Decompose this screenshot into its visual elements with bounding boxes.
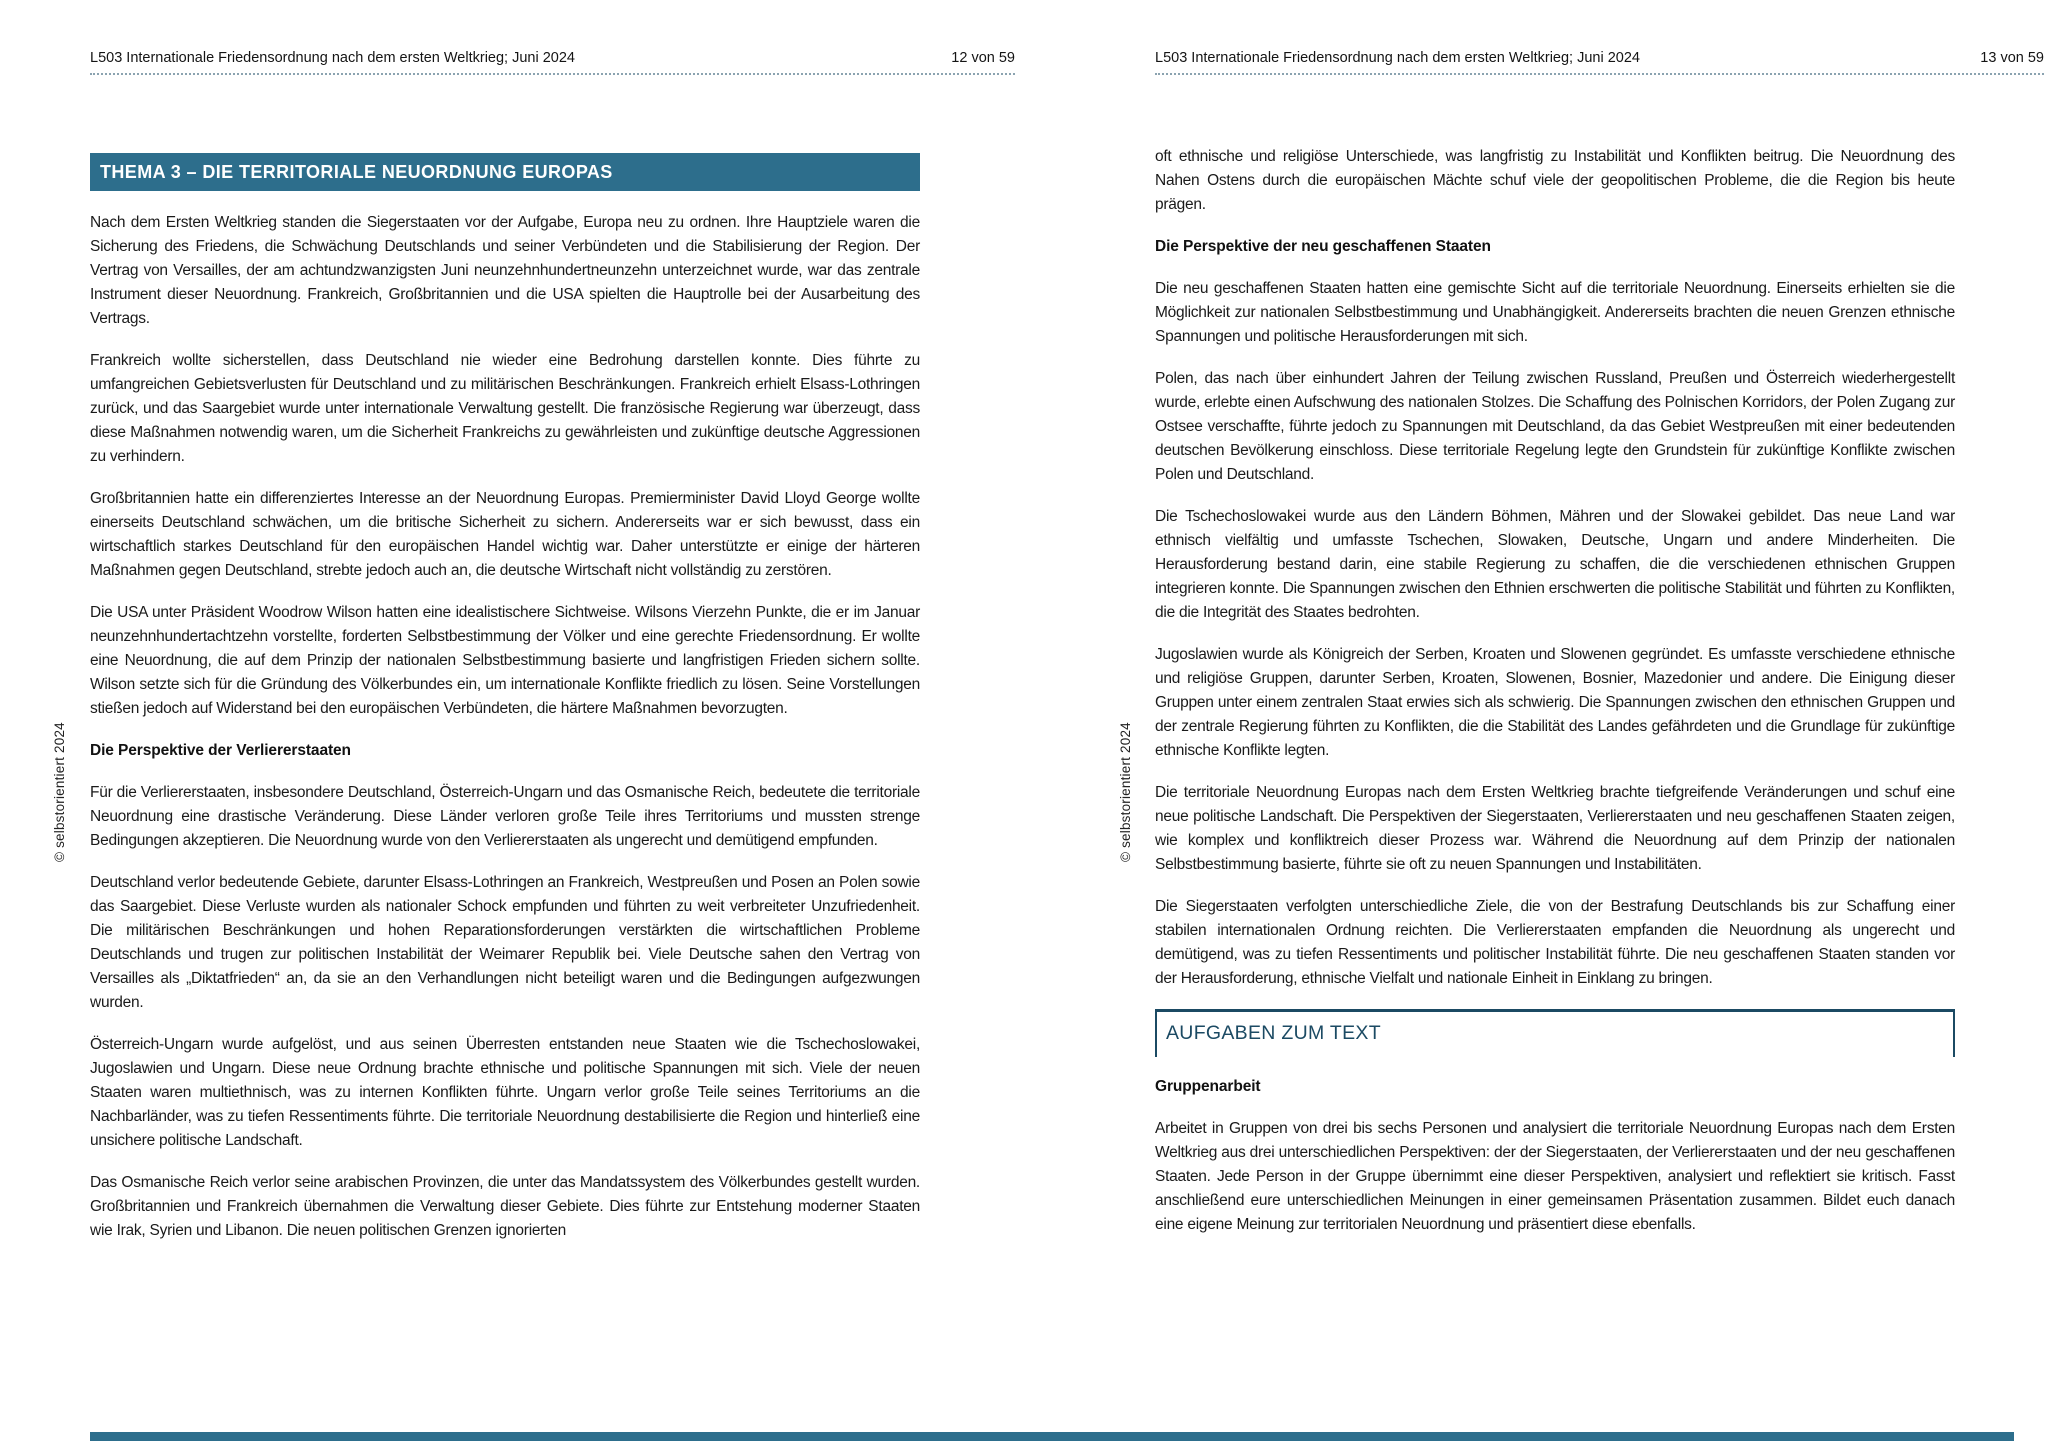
header-title: L503 Internationale Friedensordnung nach dem ersten Weltkrieg; Juni 2024 [1155, 50, 1640, 66]
page-right-content [1155, 145, 1955, 1255]
paragraph: Die Tschechoslowakei wurde aus den Ländern Böhmen, Mähren und der Slowakei gebildet. Das neue Land war ethnisch vielfältig und umfasste Tschechen, Slowaken, Deutsche, Ungarn und andere Minderheiten. Die Herausforderung bestand darin, eine stabile Regierung zu schaffen, die die verschiedenen ethnischen Gruppen integrieren konnte. Die Spannungen zwischen den Ethnien erschwerten die politische Stabilität und führten zu Konflikten, die die Integrität des Staates bedrohten. [1155, 508, 1955, 621]
paragraph: Deutschland verlor bedeutende Gebiete, darunter Elsass-Lothringen an Frankreich, Westpreußen und Posen an Polen sowie das Saargebiet. Diese Verluste wurden als nationaler Schock empfunden und führten zu weit verbreiteter Unzufriedenheit. Die militärischen Beschränkungen und hohen Reparationsforderungen verstärkten die wirtschaftlichen Probleme Deutschlands und trugen zur politischen Instabilität der Weimarer Republik bei. Viele Deutsche sahen den Vertrag von Versailles als „Diktatfrieden“ an, da sie an den Verhandlungen nicht beteiligt waren und die Bedingungen aufgezwungen wurden. [90, 874, 920, 1011]
paragraph: Die USA unter Präsident Woodrow Wilson hatten eine idealistischere Sichtweise. Wilsons Vierzehn Punkte, die er im Januar neunzehnhundertachtzehn vorstellte, forderten Selbstbestimmung der Völker und eine gerechte Friedensordnung. Er wollte eine Neuordnung, die auf dem Prinzip der nationalen Selbstbestimmung basierte und langfristigen Frieden sichern sollte. Wilson setzte sich für die Gründung des Völkerbundes ein, um internationale Konflikte friedlich zu lösen. Seine Vorstellungen stießen jedoch auf Widerstand bei den europäischen Verbündeten, die härtere Maßnahmen bevorzugten. [90, 604, 920, 717]
topic-banner: THEMA 3 – DIE TERRITORIALE NEUORDNUNG EUROPAS [90, 153, 920, 191]
paragraph: Die Siegerstaaten verfolgten unterschiedliche Ziele, die von der Bestrafung Deutschlands bis zur Schaffung einer stabilen internationalen Ordnung reichten. Die Verliererstaaten empfanden die Neuordnung als ungerecht und demütigend, was zu tiefen Ressentiments und politischer Instabilität führte. Die neu geschaffenen Staaten standen vor der Herausforderung, ethnische Vielfalt und nationale Einheit in Einklang zu bringen. [1155, 898, 1955, 987]
paragraph: Frankreich wollte sicherstellen, dass Deutschland nie wieder eine Bedrohung darstellen konnte. Dies führte zu umfangreichen Gebietsverlusten für Deutschland und zu militärischen Beschränkungen. Frankreich erhielt Elsass-Lothringen zurück, und das Saargebiet wurde unter internationale Verwaltung gestellt. Die französische Regierung war überzeugt, dass diese Maßnahmen notwendig waren, um die Sicherheit Frankreichs zu gewährleisten und zukünftige deutsche Aggressionen zu verhindern. [90, 352, 920, 465]
tasks-box-title: AUFGABEN ZUM TEXT [1155, 1009, 1955, 1057]
paragraph: Die territoriale Neuordnung Europas nach dem Ersten Weltkrieg brachte tiefgreifende Veränderungen und schuf eine neue politische Landschaft. Die Perspektiven der Siegerstaaten, Verliererstaaten und neu geschaffenen Staaten zeigen, wie komplex und konfliktreich dieser Prozess war. Während die Neuordnung auf dem Prinzip der nationalen Selbstbestimmung basierte, führte sie oft zu neuen Spannungen und Instabilitäten. [1155, 784, 1955, 873]
paragraph: Arbeitet in Gruppen von drei bis sechs Personen und analysiert die territoriale Neuordnung Europas nach dem Ersten Weltkrieg aus drei unterschiedlichen Perspektiven: der der Siegerstaaten, der Verliererstaaten und der neu geschaffenen Staaten. Jede Person in der Gruppe übernimmt eine dieser Perspektiven, analysiert und reflektiert sie kritisch. Fasst anschließend eure unterschiedlichen Meinungen in einer gemeinsamen Präsentation zusammen. Bildet euch danach eine eigene Meinung zur territorialen Neuordnung und präsentiert diese ebenfalls. [1155, 1120, 1955, 1233]
footer-bar [90, 1432, 2014, 1441]
header-title: L503 Internationale Friedensordnung nach dem ersten Weltkrieg; Juni 2024 [90, 50, 575, 66]
page-header-right [1155, 50, 2044, 75]
heading-perspektive-verliererstaaten: Die Perspektive der Verliererstaaten [90, 742, 351, 759]
paragraph: Jugoslawien wurde als Königreich der Serben, Kroaten und Slowenen gegründet. Es umfasste verschiedene ethnische und religiöse Gruppen, darunter Serben, Kroaten, Slowenen, Bosnier, Mazedonier und andere. Die Einigung dieser Gruppen unter einem zentralen Staat erwies sich als schwierig. Die Spannungen zwischen den ethnischen Gruppen und der zentrale Regierung führten zu Konflikten, die die Stabilität des Landes gefährdeten und die Grundlage für zukünftige ethnische Konflikte legten. [1155, 646, 1955, 759]
paragraph: Großbritannien hatte ein differenziertes Interesse an der Neuordnung Europas. Premierminister David Lloyd George wollte einerseits Deutschland schwächen, um die britische Sicherheit zu sichern. Andererseits war er sich bewusst, dass ein wirtschaftlich starkes Deutschland für den europäischen Handel wichtig war. Daher unterstützte er einige der härteren Maßnahmen gegen Deutschland, strebte jedoch auch an, die deutsche Wirtschaft nicht vollständig zu zerstören. [90, 490, 920, 579]
paragraph: Nach dem Ersten Weltkrieg standen die Siegerstaaten vor der Aufgabe, Europa neu zu ordnen. Ihre Hauptziele waren die Sicherung des Friedens, die Schwächung Deutschlands und seiner Verbündeten und die Stabilisierung der Region. Der Vertrag von Versailles, der am achtundzwanzigsten Juni neunzehnhundertneunzehn unterzeichnet wurde, war das zentrale Instrument dieser Neuordnung. Frankreich, Großbritannien und die USA spielten die Hauptrolle bei der Ausarbeitung des Vertrags. [90, 214, 920, 327]
page-left-content [90, 153, 920, 1261]
copyright-vertical-right: © selbstorientiert 2024 [1118, 722, 1133, 862]
copyright-vertical-left: © selbstorientiert 2024 [52, 722, 67, 862]
paragraph: Für die Verliererstaaten, insbesondere Deutschland, Österreich-Ungarn und das Osmanische Reich, bedeutete die territoriale Neuordnung eine drastische Veränderung. Diese Länder verloren große Teile ihres Territoriums und mussten strenge Bedingungen akzeptieren. Die Neuordnung wurde von den Verliererstaaten als ungerecht und demütigend empfunden. [90, 784, 920, 849]
header-page-number: 13 von 59 [1980, 50, 2044, 66]
paragraph: Das Osmanische Reich verlor seine arabischen Provinzen, die unter das Mandatssystem des Völkerbundes gestellt wurden. Großbritannien und Frankreich übernahmen die Verwaltung dieser Gebiete. Dies führte zur Entstehung moderner Staaten wie Irak, Syrien und Libanon. Die neuen politischen Grenzen ignorierten [90, 1174, 920, 1239]
paragraph: Österreich-Ungarn wurde aufgelöst, und aus seinen Überresten entstanden neue Staaten wie die Tschechoslowakei, Jugoslawien und Ungarn. Diese neue Ordnung brachte ethnische und politische Spannungen mit sich. Viele der neuen Staaten waren multiethnisch, was zu internen Konflikten führte. Ungarn verlor große Teile seines Territoriums an die Nachbarländer, was zu tiefen Ressentiments führte. Die territoriale Neuordnung destabilisierte die Region und hinterließ eine unsichere politische Landschaft. [90, 1036, 920, 1149]
paragraph: Die neu geschaffenen Staaten hatten eine gemischte Sicht auf die territoriale Neuordnung. Einerseits erhielten sie die Möglichkeit zur nationalen Selbstbestimmung und Unabhängigkeit. Andererseits brachten die neuen Grenzen ethnische Spannungen und politische Herausforderungen mit sich. [1155, 280, 1955, 345]
page-right [1024, 0, 2048, 1441]
heading-perspektive-neu-geschaffene-staaten: Die Perspektive der neu geschaffenen Staaten [1155, 238, 1491, 255]
page-header-left [90, 50, 1015, 75]
paragraph: Polen, das nach über einhundert Jahren der Teilung zwischen Russland, Preußen und Österreich wiederhergestellt wurde, erlebte einen Aufschwung des nationalen Stolzes. Die Schaffung des Polnischen Korridors, der Polen Zugang zur Ostsee verschaffte, führte jedoch zu Spannungen mit Deutschland, da das Gebiet Westpreußen mit einer bedeutenden deutschen Bevölkerung einschloss. Diese territoriale Regelung legte den Grundstein für zukünftige Konflikte zwischen Polen und Deutschland. [1155, 370, 1955, 483]
heading-gruppenarbeit: Gruppenarbeit [1155, 1078, 1261, 1095]
paragraph: oft ethnische und religiöse Unterschiede, was langfristig zu Instabilität und Konflikten beitrug. Die Neuordnung des Nahen Ostens durch die europäischen Mächte schuf viele der geopolitischen Probleme, die die Region bis heute prägen. [1155, 148, 1955, 213]
header-page-number: 12 von 59 [951, 50, 1015, 66]
